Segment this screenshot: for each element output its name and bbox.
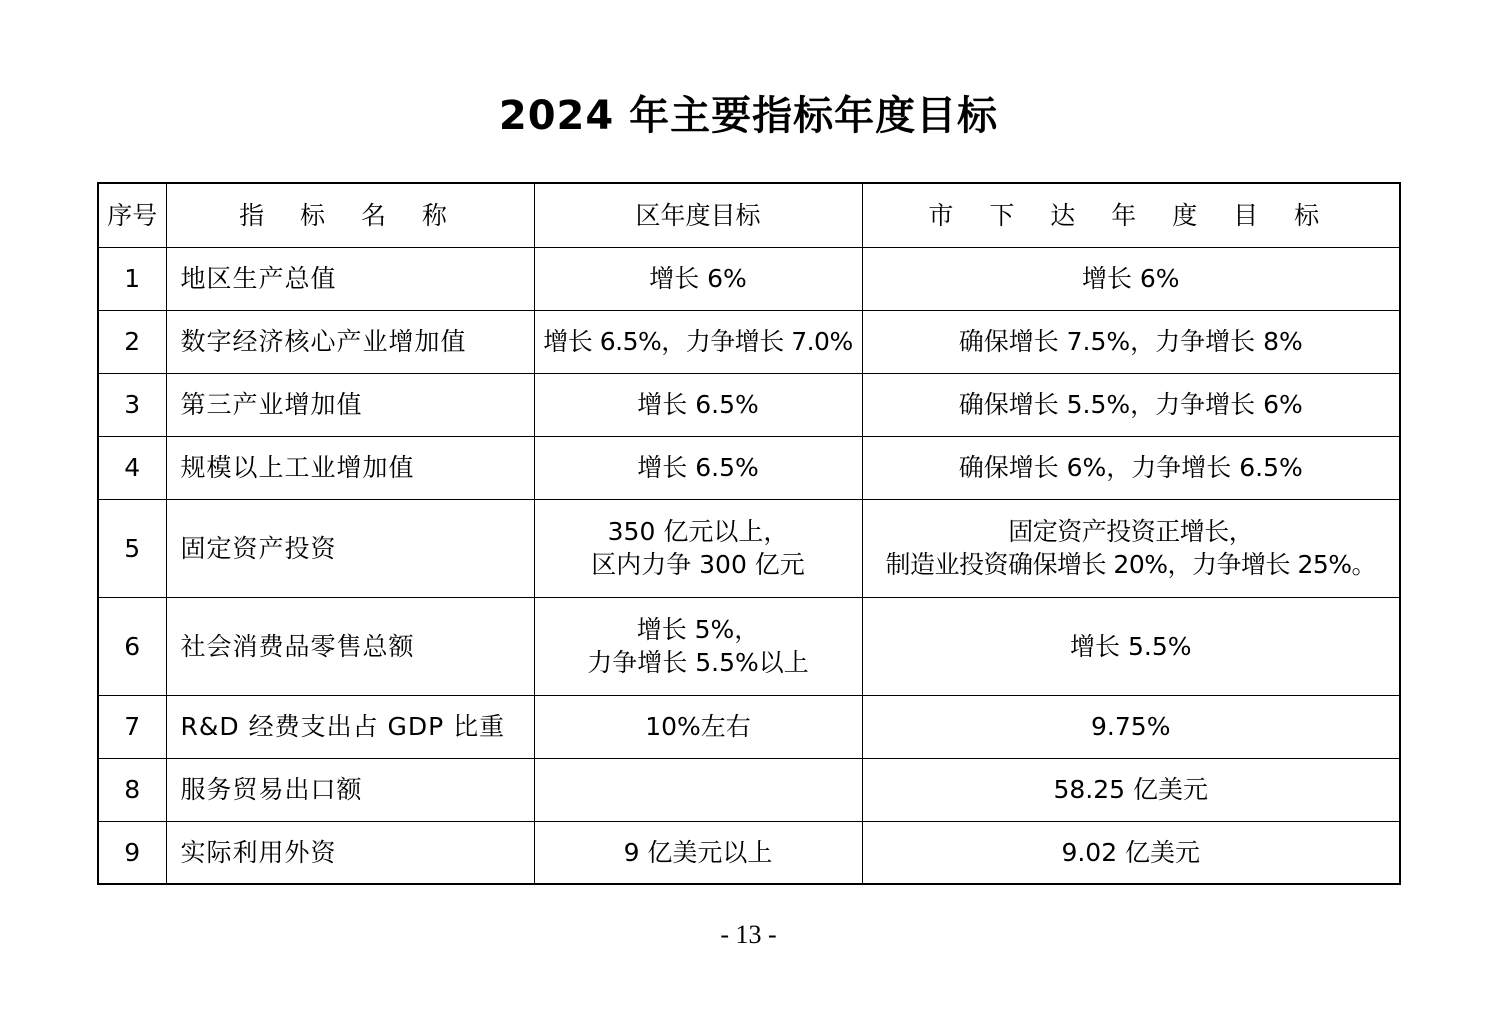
row-city-target (862, 373, 1400, 436)
row-district-target (534, 373, 862, 436)
city-target-line: 制造业投资确保增长 20%，力争增长 25%。 (885, 550, 1377, 579)
row-indicator-name: 实际利用外资 (166, 821, 534, 884)
row-index: 5 (98, 499, 166, 597)
row-district-target (534, 310, 862, 373)
row-district-target (534, 499, 862, 597)
district-target-line: 增长 6.5% (637, 390, 759, 419)
row-indicator-name: 固定资产投资 (166, 499, 534, 597)
row-city-target (862, 821, 1400, 884)
row-city-target (862, 247, 1400, 310)
row-indicator-name: 地区生产总值 (166, 247, 534, 310)
table-row (98, 499, 1400, 597)
city-target-line: 增长 6% (1081, 264, 1180, 293)
table-row (98, 373, 1400, 436)
district-target-line: 10%左右 (645, 712, 751, 741)
district-target-line: 力争增长 5.5%以上 (587, 648, 809, 677)
row-indicator-name: 规模以上工业增加值 (166, 436, 534, 499)
header-district-target: 区年度目标 (534, 183, 862, 247)
city-target-line: 9.75% (1091, 712, 1171, 741)
header-index: 序号 (98, 183, 166, 247)
city-target-line: 增长 5.5% (1070, 631, 1192, 661)
table-row (98, 597, 1400, 695)
row-city-target (862, 436, 1400, 499)
row-index: 7 (98, 695, 166, 758)
row-index: 2 (98, 310, 166, 373)
city-target-line: 9.02 亿美元 (1061, 837, 1201, 867)
row-index: 1 (98, 247, 166, 310)
row-district-target (534, 436, 862, 499)
row-city-target (862, 499, 1400, 597)
row-district-target (534, 758, 862, 821)
row-district-target (534, 247, 862, 310)
district-target-line: 区内力争 300 亿元 (591, 550, 805, 579)
district-target-line: 增长 6.5%，力争增长 7.0% (543, 327, 853, 356)
district-target-line: 增长 6% (649, 264, 747, 293)
header-city-target: 市 下 达 年 度 目 标 (862, 183, 1400, 247)
district-target-line: 9 亿美元以上 (623, 837, 773, 867)
table-row (98, 247, 1400, 310)
table-row (98, 436, 1400, 499)
row-district-target (534, 821, 862, 884)
city-target-line: 58.25 亿美元 (1053, 775, 1209, 804)
row-indicator-name: R&D 经费支出占 GDP 比重 (166, 695, 534, 758)
row-indicator-name: 社会消费品零售总额 (166, 597, 534, 695)
header-indicator-name: 指 标 名 称 (166, 183, 534, 247)
page-title: 2024 年主要指标年度目标 (498, 93, 999, 139)
city-target-line: 确保增长 7.5%，力争增长 8% (958, 327, 1303, 356)
row-index: 9 (98, 821, 166, 884)
table-row (98, 310, 1400, 373)
district-target-line: 增长 6.5% (637, 453, 759, 482)
city-target-line: 固定资产投资正增长， (1008, 517, 1254, 546)
city-target-line: 确保增长 6%，力争增长 6.5% (958, 453, 1303, 482)
table-row (98, 758, 1400, 821)
row-district-target (534, 597, 862, 695)
page-number: - 13 - (720, 920, 777, 949)
row-index: 6 (98, 597, 166, 695)
table-row (98, 695, 1400, 758)
row-city-target (862, 695, 1400, 758)
row-city-target (862, 310, 1400, 373)
city-target-line: 确保增长 5.5%，力争增长 6% (958, 390, 1303, 419)
row-index: 4 (98, 436, 166, 499)
district-target-line: 350 亿元以上， (607, 517, 789, 546)
targets-table (97, 182, 1401, 885)
row-district-target (534, 695, 862, 758)
row-indicator-name: 服务贸易出口额 (166, 758, 534, 821)
row-city-target (862, 597, 1400, 695)
table-row (98, 821, 1400, 884)
row-city-target (862, 758, 1400, 821)
row-indicator-name: 第三产业增加值 (166, 373, 534, 436)
table-header-row (98, 183, 1400, 247)
district-target-line: 增长 5%， (636, 615, 760, 644)
row-index: 3 (98, 373, 166, 436)
row-index: 8 (98, 758, 166, 821)
row-indicator-name: 数字经济核心产业增加值 (166, 310, 534, 373)
